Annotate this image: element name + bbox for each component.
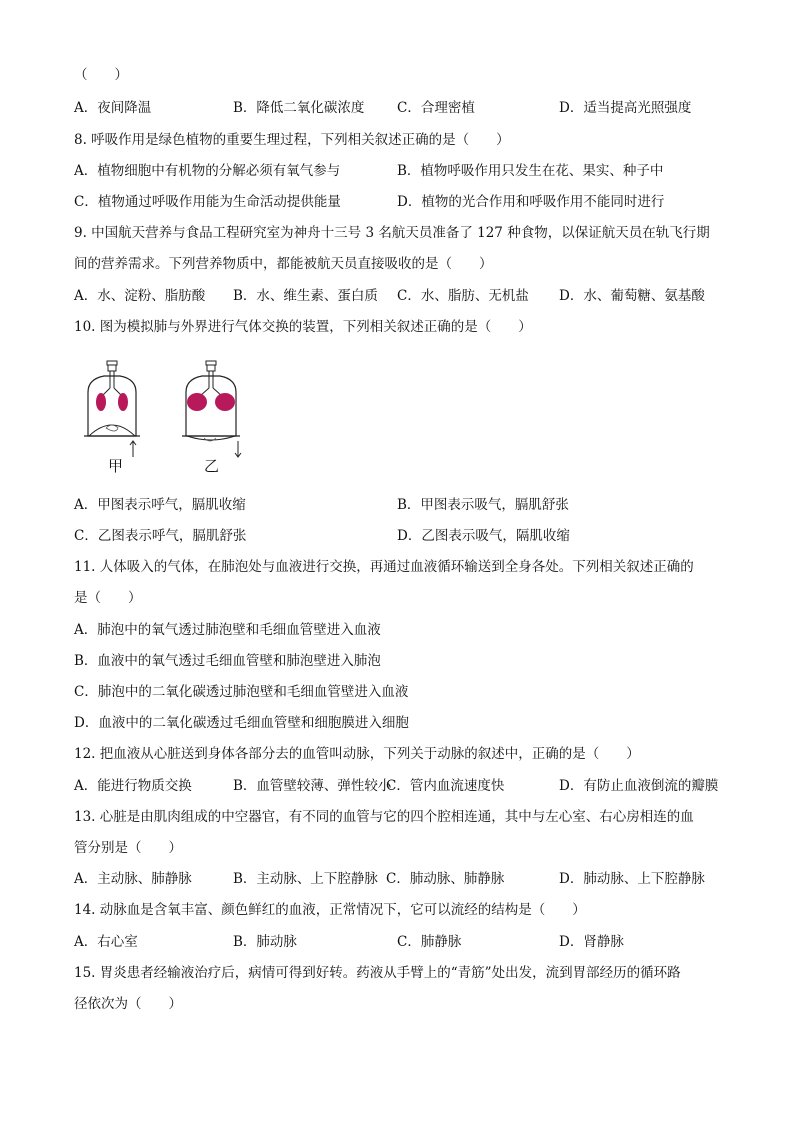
q7-option-b: B．降低二氧化碳浓度 — [233, 100, 365, 116]
q13-option-c: C．肺动脉、肺静脉 — [386, 871, 505, 887]
q13-option-b: B．主动脉、上下腔静脉 — [233, 871, 378, 887]
q11-stem-line2: 是（ ） — [74, 590, 142, 606]
q12-option-c: C．管内血流速度快 — [386, 778, 505, 794]
q12-option-a: A．能进行物质交换 — [74, 778, 192, 794]
q14-option-c: C．肺静脉 — [397, 934, 462, 950]
q12-stem: 12. 把血液从心脏送到身体各部分去的血管叫动脉，下列关于动脉的叙述中，正确的是（ ） — [74, 746, 640, 762]
lung-right-jia — [118, 393, 128, 411]
q10-option-d: D．乙图表示吸气，隔肌收缩 — [397, 528, 570, 544]
q13-option-a: A．主动脉、肺静脉 — [74, 871, 192, 887]
q15-stem-line2: 径依次为（ ） — [74, 996, 182, 1012]
q8-stem: 8. 呼吸作用是绿色植物的重要生理过程，下列相关叙述正确的是（ ） — [74, 132, 510, 148]
q7-stem-tail: （ ） — [74, 67, 128, 83]
q10-stem: 10. 图为模拟肺与外界进行气体交换的装置，下列相关叙述正确的是（ ） — [74, 319, 532, 335]
q9-option-d: D．水、葡萄糖、氨基酸 — [559, 288, 705, 304]
lung-right-yi — [215, 393, 235, 411]
q9-option-a: A．水、淀粉、脂肪酸 — [74, 288, 206, 304]
lung-left-yi — [187, 393, 207, 411]
q8-option-b: B．植物呼吸作用只发生在花、果实、种子中 — [397, 163, 664, 179]
q11-stem-line1: 11. 人体吸入的气体，在肺泡处与血液进行交换，再通过血液循环输送到全身各处。下列相关叙述正确的 — [74, 559, 694, 575]
q9-option-b: B．水、维生素、蛋白质 — [233, 288, 378, 304]
q14-option-d: D．肾静脉 — [559, 934, 624, 950]
q11-option-c: C．肺泡中的二氧化碳透过肺泡壁和毛细血管壁进入血液 — [74, 684, 409, 700]
q8-option-a: A．植物细胞中有机物的分解必须有氧气参与 — [74, 163, 341, 179]
q9-option-c: C．水、脂肪、无机盐 — [397, 288, 529, 304]
q12-option-b: B．血管壁较薄、弹性较小 — [233, 778, 392, 794]
lung-left-jia — [96, 393, 106, 411]
lung-model-figure — [80, 356, 260, 476]
q13-option-d: D．肺动脉、上下腔静脉 — [559, 871, 705, 887]
q12-option-d: D．有防止血液倒流的瓣膜 — [559, 778, 719, 794]
q10-option-a: A．甲图表示呼气，膈肌收缩 — [74, 497, 246, 513]
q7-option-d: D．适当提高光照强度 — [559, 100, 692, 116]
q11-option-d: D．血液中的二氧化碳透过毛细血管壁和细胞膜进入细胞 — [74, 715, 409, 731]
q15-stem-line1: 15. 胃炎患者经输液治疗后，病情可得到好转。药液从手臂上的“青筋”处出发，流到胃部经历的循环路 — [74, 965, 681, 981]
q11-option-a: A．肺泡中的氧气透过肺泡壁和毛细血管壁进入血液 — [74, 622, 381, 638]
lung-model-diagram — [80, 356, 260, 476]
q9-stem-line2: 间的营养需求。下列营养物质中，都能被航天员直接吸收的是（ ） — [74, 256, 493, 272]
q14-option-b: B．肺动脉 — [233, 934, 297, 950]
q8-option-d: D．植物的光合作用和呼吸作用不能同时进行 — [397, 194, 665, 210]
q10-option-c: C．乙图表示呼气，膈肌舒张 — [74, 528, 247, 544]
q8-option-c: C．植物通过呼吸作用能为生命活动提供能量 — [74, 194, 341, 210]
figure-label-yi: 乙 — [204, 457, 220, 475]
q14-stem: 14. 动脉血是含氧丰富、颜色鲜红的血液，正常情况下，它可以流经的结构是（ ） — [74, 902, 586, 918]
bell-jar-yi — [182, 361, 241, 457]
q7-option-a: A．夜间降温 — [74, 100, 152, 116]
bell-jar-jia — [84, 361, 140, 457]
q14-option-a: A．右心室 — [74, 934, 138, 950]
q11-option-b: B．血液中的氧气透过毛细血管壁和肺泡壁进入肺泡 — [74, 653, 381, 669]
q7-option-c: C．合理密植 — [397, 100, 475, 116]
q10-option-b: B．甲图表示吸气，膈肌舒张 — [397, 497, 569, 513]
figure-label-jia: 甲 — [108, 457, 124, 475]
q13-stem-line2: 管分别是（ ） — [74, 840, 182, 856]
q13-stem-line1: 13. 心脏是由肌肉组成的中空器官，有不同的血管与它的四个腔相连通，其中与左心室、右心房相连的血 — [74, 809, 694, 825]
q9-stem-line1: 9. 中国航天营养与食品工程研究室为神舟十三号 3 名航天员准备了 127 种食物，以保证航天员在轨飞行期 — [74, 225, 710, 241]
